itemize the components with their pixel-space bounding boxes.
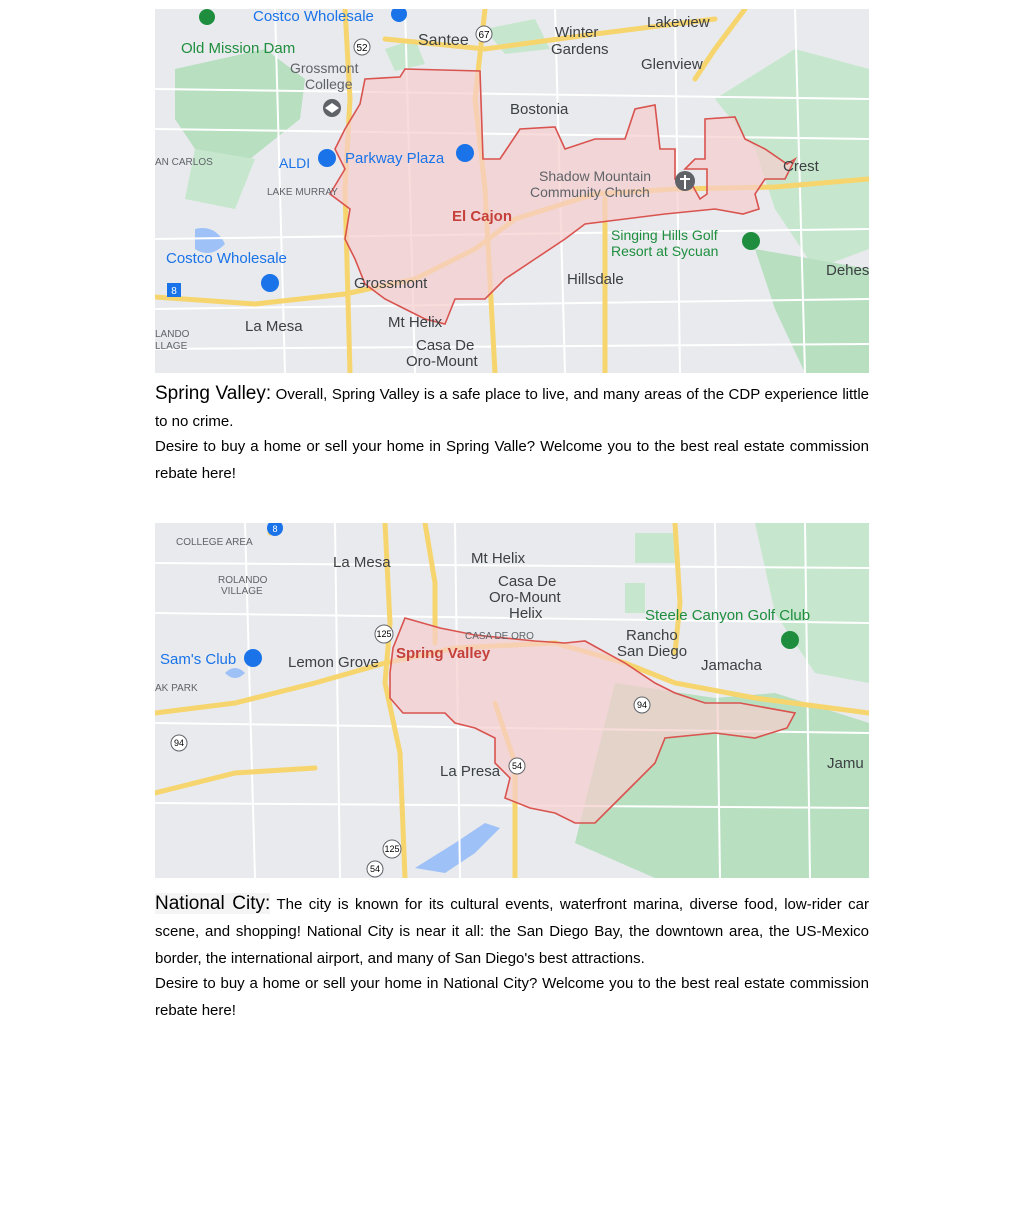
oro-mount-label: Oro-Mount [489,589,561,606]
college-area-label: COLLEGE AREA [176,537,253,548]
an-carlos-label: AN CARLOS [155,157,213,168]
lakeview-label: Lakeview [647,14,710,31]
route-8-shield: 8 [171,286,177,297]
shadow-mountain-label: Shadow Mountain [539,168,652,184]
glenview-label: Glenview [641,56,703,73]
spring-valley-map-graphic [155,523,869,878]
helix-label: Helix [509,605,543,622]
singing-hills-label: Singing Hills Golf [611,227,718,243]
lemon-grove-label: Lemon Grove [288,654,379,671]
aldi-label: ALDI [279,155,311,171]
spring-valley-heading: Spring Valley: [155,383,272,404]
dehes-label: Dehes [826,262,869,279]
route-67-shield: 67 [478,30,490,41]
route-125-shield: 125 [376,629,392,639]
route-54-shield-south: 54 [369,864,381,874]
costco-bottom-label: Costco Wholesale [166,250,287,267]
llage-label: LLAGE [155,341,188,352]
rancho-label: Rancho [626,627,678,644]
san-diego-label: San Diego [617,643,688,660]
national-city-cta: Desire to buy a home or sell your home in National City? Welcome you to the best real estate commission rebate here! [155,975,869,1019]
hillsdale-label: Hillsdale [567,271,624,288]
spring-valley-cta: Desire to buy a home or sell your home in Spring Valle? Welcome you to the best real estate commission rebate here! [155,438,869,482]
shopping-bag-icon [456,144,474,162]
village-label: VILLAGE [221,586,263,597]
lando-label: LANDO [155,329,190,340]
route-8-shield: 8 [272,524,278,534]
lake-murray-label: LAKE MURRAY [267,187,338,198]
national-city-heading: National City: [155,893,271,914]
national-city-intro: The city is known for its cultural events, waterfront marina, diverse food, low-rider car scene, and shopping! National City is near it all: the San Diego Bay, the downtown area, the US-Mexico border, the international airport, and many of San Diego's best attractions. [155,896,870,967]
singing-hills-label-2: Resort at Sycuan [611,243,719,259]
shopping-bag-icon [261,274,279,292]
el-cajon-map-graphic [155,9,869,373]
route-94-shield-east: 94 [636,700,648,710]
grossmont-label: Grossmont [354,275,428,292]
jamacha-label: Jamacha [701,657,762,674]
casa-de-label: Casa De [416,337,475,354]
grossmont-college-label: Grossmont [290,60,359,76]
el-cajon-label: El Cajon [452,208,513,225]
national-city-description [155,890,869,972]
gardens-label: Gardens [551,41,609,58]
spring-valley-label: Spring Valley [396,645,491,662]
casa-de-oro-label: CASA DE ORO [465,631,534,642]
spring-valley-intro: Overall, Spring Valley is a safe place to live, and many areas of the CDP experience little to no crime. [155,386,869,430]
steele-canyon-label: Steele Canyon Golf Club [645,607,811,624]
shopping-bag-icon [244,649,262,667]
la-presa-label: La Presa [440,763,501,780]
costco-top-label: Costco Wholesale [253,9,374,25]
mt-helix-label: Mt Helix [388,314,443,331]
bostonia-label: Bostonia [510,101,569,118]
la-mesa-label: La Mesa [333,554,391,571]
route-125-shield-south: 125 [384,844,400,854]
golf-icon [781,631,799,649]
rolando-label: ROLANDO [218,575,268,586]
la-mesa-label: La Mesa [245,318,303,335]
el-cajon-map[interactable] [155,9,869,373]
jamu-label: Jamu [827,755,864,772]
grossmont-college-label-2: College [305,76,353,92]
old-mission-dam-label: Old Mission Dam [181,40,296,57]
casa-de-label: Casa De [498,573,557,590]
spring-valley-map[interactable] [155,523,869,878]
mt-helix-label: Mt Helix [471,550,526,567]
parkway-plaza-label: Parkway Plaza [345,150,445,167]
route-94-shield-west: 94 [173,738,185,748]
ak-park-label: AK PARK [155,683,198,694]
shadow-mountain-label-2: Community Church [530,184,650,200]
winter-label: Winter [555,24,599,41]
oro-mount-label: Oro-Mount [406,353,478,370]
route-52-shield: 52 [356,43,368,54]
poi-marker-icon [199,9,215,25]
golf-icon [742,232,760,250]
spring-valley-description [155,380,869,435]
sams-club-label: Sam's Club [160,651,237,668]
crest-label: Crest [783,158,819,175]
shopping-cart-icon [318,149,336,167]
santee-label: Santee [418,32,469,49]
route-54-shield: 54 [511,761,523,771]
